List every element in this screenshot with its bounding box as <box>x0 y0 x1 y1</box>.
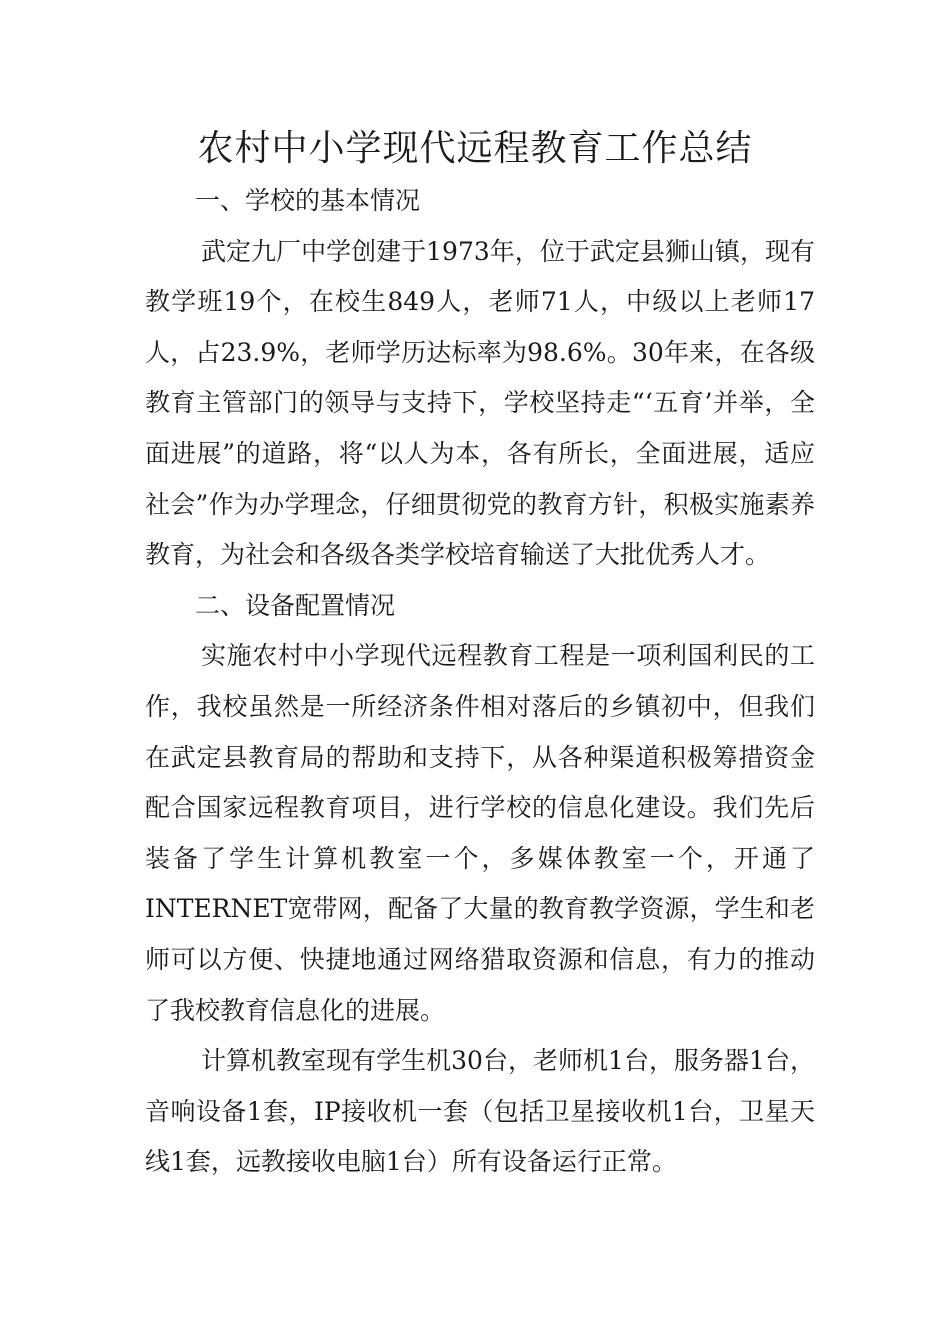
section-heading-equipment: 二、设备配置情况 <box>195 590 396 620</box>
paragraph-equipment-overview: 实施农村中小学现代远程教育工程是一项利国利民的工作，我校虽然是一所经济条件相对落后的乡镇初中，但我们在武定县教育局的帮助和支持下，从各种渠道积极筹措资金配合国家远程教育项目，进行学校的信息化建设。我们先后装备了学生计算机教室一个，多媒体教室一个，开通了INTERNET宽带网，配备了大量的教育教学资源，学生和老师可以方便、快捷地通过网络猎取资源和信息，有力的推动了我校教育信息化的进展。 <box>145 641 815 1025</box>
document-title: 农村中小学现代远程教育工作总结 <box>197 128 753 169</box>
document-body <box>145 176 815 1188</box>
paragraph-school-overview: 武定九厂中学创建于1973年，位于武定县狮山镇，现有教学班19个，在校生849人，老师71人，中级以上老师17人，占23.9%，老师学历达标率为98.6%。30年来，在各级教育主管部门的领导与支持下，学校坚持走“‘五育’并举，全面进展”的道路，将“以人为本，各有所长，全面进展，适应社会”作为办学理念，仔细贯彻党的教育方针，积极实施素养教育，为社会和各级各类学校培育输送了大批优秀人才。 <box>145 236 815 570</box>
paragraph-computer-lab: 计算机教室现有学生机30台，老师机1台，服务器1台，音响设备1套，IP接收机一套（包括卫星接收机1台，卫星天线1套，远教接收电脑1台）所有设备运行正常。 <box>145 1046 815 1177</box>
section-heading-basic-info: 一、学校的基本情况 <box>195 186 421 215</box>
